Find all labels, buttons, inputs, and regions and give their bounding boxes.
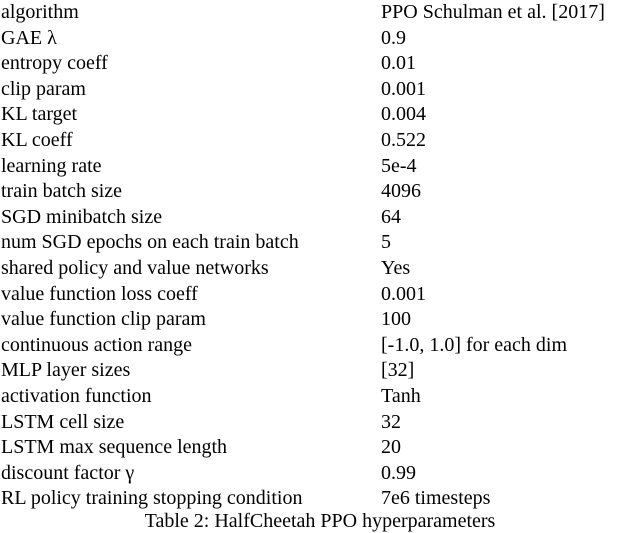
table-row [0, 154, 640, 180]
table-row [0, 461, 640, 487]
hyperparameter-value: 64 [381, 205, 401, 228]
hyperparameter-name: learning rate [1, 154, 102, 177]
hyperparameter-value: 5 [381, 231, 391, 254]
table-row [0, 333, 640, 359]
table-row [0, 384, 640, 410]
table-row [0, 435, 640, 461]
hyperparameter-value: [32] [381, 359, 415, 382]
hyperparameter-value: 7e6 timesteps [381, 487, 491, 510]
table-row [0, 282, 640, 308]
hyperparameter-name: GAE λ [1, 26, 57, 49]
hyperparameter-name: MLP layer sizes [1, 359, 131, 382]
hyperparameter-name: train batch size [1, 180, 123, 203]
table-row [0, 128, 640, 154]
hyperparameter-value: Tanh [381, 384, 421, 407]
table-row [0, 0, 640, 26]
table-row [0, 77, 640, 103]
table-row [0, 179, 640, 205]
table-row [0, 410, 640, 436]
hyperparameter-value: 4096 [381, 180, 421, 203]
hyperparameter-name: discount factor γ [1, 461, 135, 484]
table-row [0, 230, 640, 256]
hyperparameter-value: 0.001 [381, 282, 426, 305]
hyperparameter-name: algorithm [1, 1, 79, 23]
hyperparameter-value: 5e-4 [381, 154, 417, 177]
table-row [0, 51, 640, 77]
table-row [0, 102, 640, 128]
table-caption: Table 2: HalfCheetah PPO hyperparameters [144, 510, 496, 532]
hyperparameter-name: entropy coeff [1, 52, 108, 75]
hyperparameter-value: 100 [381, 308, 411, 331]
hyperparameter-value: Yes [381, 256, 411, 279]
table-row [0, 256, 640, 282]
hyperparameter-name: RL policy training stopping condition [1, 487, 303, 510]
hyperparameter-value: PPO Schulman et al. [2017] [381, 1, 605, 23]
hyperparameter-name: clip param [1, 77, 86, 100]
table-row [0, 205, 640, 231]
hyperparameter-value: 0.522 [381, 128, 426, 151]
hyperparameter-name: KL coeff [1, 128, 73, 151]
hyperparameter-name: LSTM cell size [1, 410, 125, 433]
hyperparameter-value: 0.99 [381, 461, 416, 484]
table-row [0, 26, 640, 52]
hyperparameter-value: 0.004 [381, 103, 426, 126]
hyperparameter-value: 20 [381, 436, 401, 459]
hyperparameter-name: KL target [1, 103, 78, 126]
hyperparameter-name: SGD minibatch size [1, 205, 163, 228]
hyperparameter-value: [-1.0, 1.0] for each dim [381, 333, 568, 356]
hyperparameter-name: continuous action range [1, 333, 193, 356]
hyperparameter-name: num SGD epochs on each train batch [1, 231, 299, 254]
hyperparameter-name: shared policy and value networks [1, 256, 269, 279]
hyperparameter-value: 0.001 [381, 77, 426, 100]
hyperparameter-name: activation function [1, 384, 152, 407]
hyperparameter-value: 0.01 [381, 52, 416, 75]
hyperparameter-name: value function loss coeff [1, 282, 198, 305]
hyperparameter-name: LSTM max sequence length [1, 436, 228, 459]
table-row [0, 307, 640, 333]
table-row [0, 358, 640, 384]
hyperparameter-name: value function clip param [1, 308, 206, 331]
hyperparameter-value: 0.9 [381, 26, 406, 49]
hyperparameter-value: 32 [381, 410, 401, 433]
